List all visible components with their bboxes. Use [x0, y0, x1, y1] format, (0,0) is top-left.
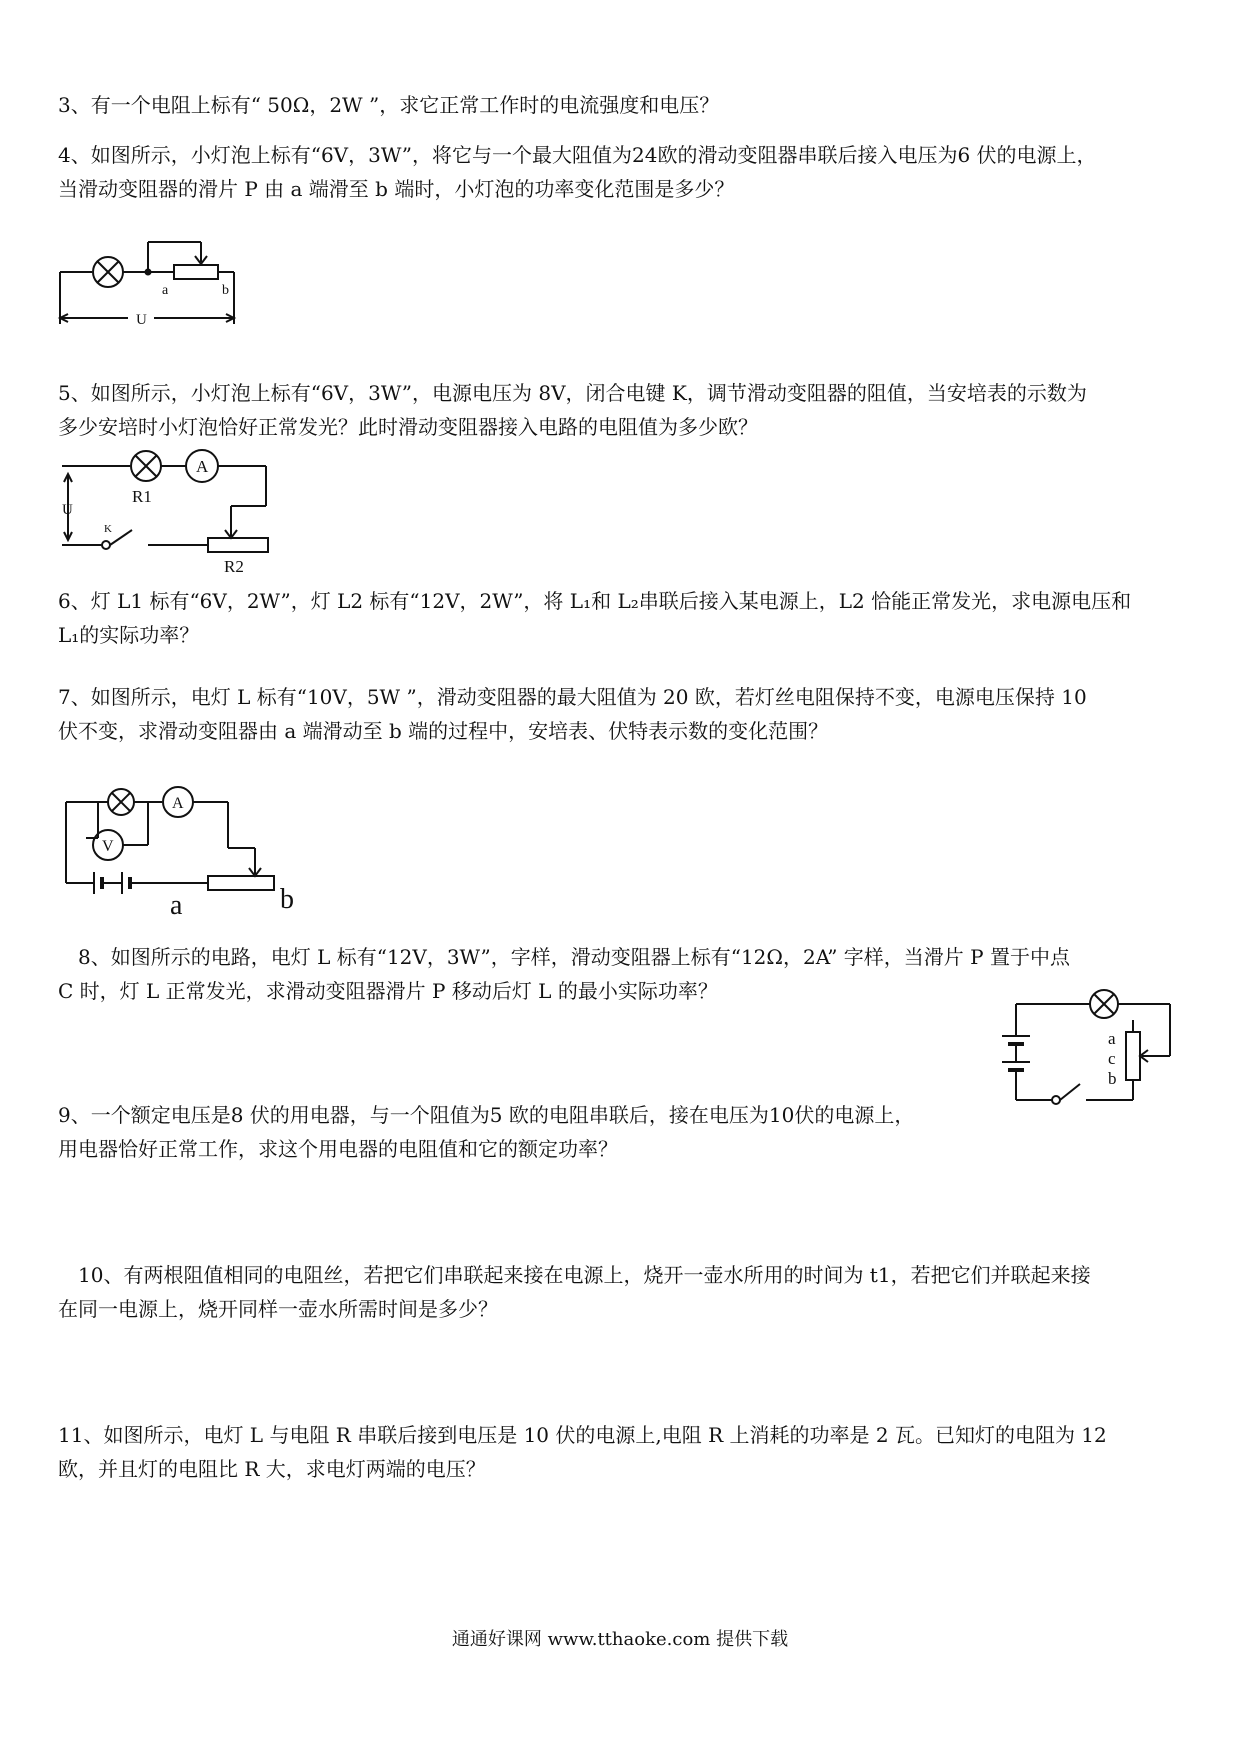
- voltage-u-label: U: [62, 502, 73, 518]
- question-10-line-1: 10、有两根阻值相同的电阻丝，若把它们串联起来接在电源上，烧开一壶水所用的时间为 t1，若把它们并联起来接: [78, 1263, 1091, 1287]
- question-11: [58, 1418, 1107, 1486]
- voltage-u-label: U: [136, 312, 147, 328]
- question-7-line-2: 伏不变，求滑动变阻器由 a 端滑动至 b 端的过程中，安培表、伏特表示数的变化范围？: [58, 719, 829, 743]
- question-8: [58, 940, 1070, 1008]
- question-7-line-1: 7、如图所示，电灯 L 标有“10V，5W ”，滑动变阻器的最大阻值为 20 欧，若灯丝电阻保持不变，电源电压保持 10: [58, 685, 1087, 709]
- question-5-line-2: 多少安培时小灯泡恰好正常发光？此时滑动变阻器接入电路的电阻值为多少欧？: [58, 415, 758, 439]
- question-3-line-1: 3、有一个电阻上标有“ 50Ω，2W ”，求它正常工作时的电流强度和电压？: [58, 93, 720, 117]
- ammeter-icon: [163, 787, 193, 817]
- question-4-circuit-diagram: [56, 232, 266, 332]
- terminal-a-label: a: [1108, 1029, 1116, 1048]
- question-6: [58, 584, 1131, 652]
- question-7: [58, 680, 1087, 748]
- question-4-line-2: 当滑动变阻器的滑片 P 由 a 端滑至 b 端时，小灯泡的功率变化范围是多少？: [58, 177, 735, 201]
- terminal-b-label: b: [222, 283, 229, 298]
- ammeter-icon: [186, 450, 218, 482]
- question-9-line-1: 9、一个额定电压是8 伏的用电器，与一个阻值为5 欧的电阻串联后，接在电压为10伏的电源上，: [58, 1103, 915, 1127]
- question-11-line-2: 欧，并且灯的电阻比 R 大，求电灯两端的电压？: [58, 1457, 486, 1481]
- r1-label: R1: [132, 487, 152, 506]
- battery-icon: [94, 872, 130, 894]
- rheostat-icon: [174, 265, 218, 279]
- switch-k-label: K: [104, 523, 112, 535]
- question-8-line-2: C 时，灯 L 正常发光，求滑动变阻器滑片 P 移动后灯 L 的最小实际功率？: [58, 979, 718, 1003]
- question-7-circuit-diagram: [58, 782, 318, 922]
- svg-text:A: A: [196, 457, 209, 476]
- question-5-line-1: 5、如图所示，小灯泡上标有“6V，3W”，电源电压为 8V，闭合电键 K，调节滑动变阻器的阻值，当安培表的示数为: [58, 381, 1087, 405]
- rheostat-icon: [1126, 1032, 1140, 1080]
- switch-icon: [1052, 1084, 1080, 1104]
- rheostat-r2-icon: [208, 538, 268, 552]
- lamp-icon: [1090, 990, 1118, 1018]
- question-10-line-2: 在同一电源上，烧开同样一壶水所需时间是多少？: [58, 1297, 498, 1321]
- question-5: [58, 376, 1087, 444]
- battery-icon: [1002, 1036, 1030, 1070]
- question-8-circuit-diagram: [994, 976, 1194, 1116]
- question-11-line-1: 11、如图所示，电灯 L 与电阻 R 串联后接到电压是 10 伏的电源上,电阻 R 上消耗的功率是 2 瓦。已知灯的电阻为 12: [58, 1423, 1107, 1447]
- terminal-b-label: b: [280, 884, 294, 915]
- question-4-line-1: 4、如图所示，小灯泡上标有“6V，3W”，将它与一个最大阻值为24欧的滑动变阻器串联后接入电压为6 伏的电源上，: [58, 143, 1097, 167]
- question-6-line-1: 6、灯 L1 标有“6V，2W”，灯 L2 标有“12V，2W”，将 L₁和 L₂串联后接入某电源上，L2 恰能正常发光，求电源电压和: [58, 589, 1132, 613]
- terminal-a-label: a: [162, 283, 169, 298]
- question-8-line-1: 8、如图所示的电路，电灯 L 标有“12V，3W”，字样，滑动变阻器上标有“12Ω，2A” 字样，当滑片 P 置于中点: [78, 945, 1070, 969]
- rheostat-icon: [208, 876, 274, 890]
- question-9: [58, 1098, 914, 1166]
- lamp-icon: [131, 451, 161, 481]
- question-9-line-2: 用电器恰好正常工作，求这个用电器的电阻值和它的额定功率？: [58, 1137, 618, 1161]
- voltmeter-icon: [93, 830, 123, 860]
- svg-text:A: A: [172, 795, 184, 812]
- lamp-icon: [93, 257, 123, 287]
- svg-text:V: V: [102, 838, 114, 855]
- page-footer: 通通好课网 www.tthaoke.com 提供下载: [451, 1629, 789, 1650]
- question-3: [58, 88, 719, 122]
- question-10: [58, 1258, 1091, 1326]
- terminal-a-label: a: [170, 890, 183, 921]
- r2-label: R2: [224, 557, 244, 574]
- lamp-icon: [108, 789, 134, 815]
- question-4: [58, 138, 1097, 206]
- terminal-b-label: b: [1108, 1069, 1117, 1088]
- question-5-circuit-diagram: [56, 444, 286, 574]
- terminal-c-label: c: [1108, 1049, 1116, 1068]
- question-6-line-2: L₁的实际功率？: [58, 623, 200, 647]
